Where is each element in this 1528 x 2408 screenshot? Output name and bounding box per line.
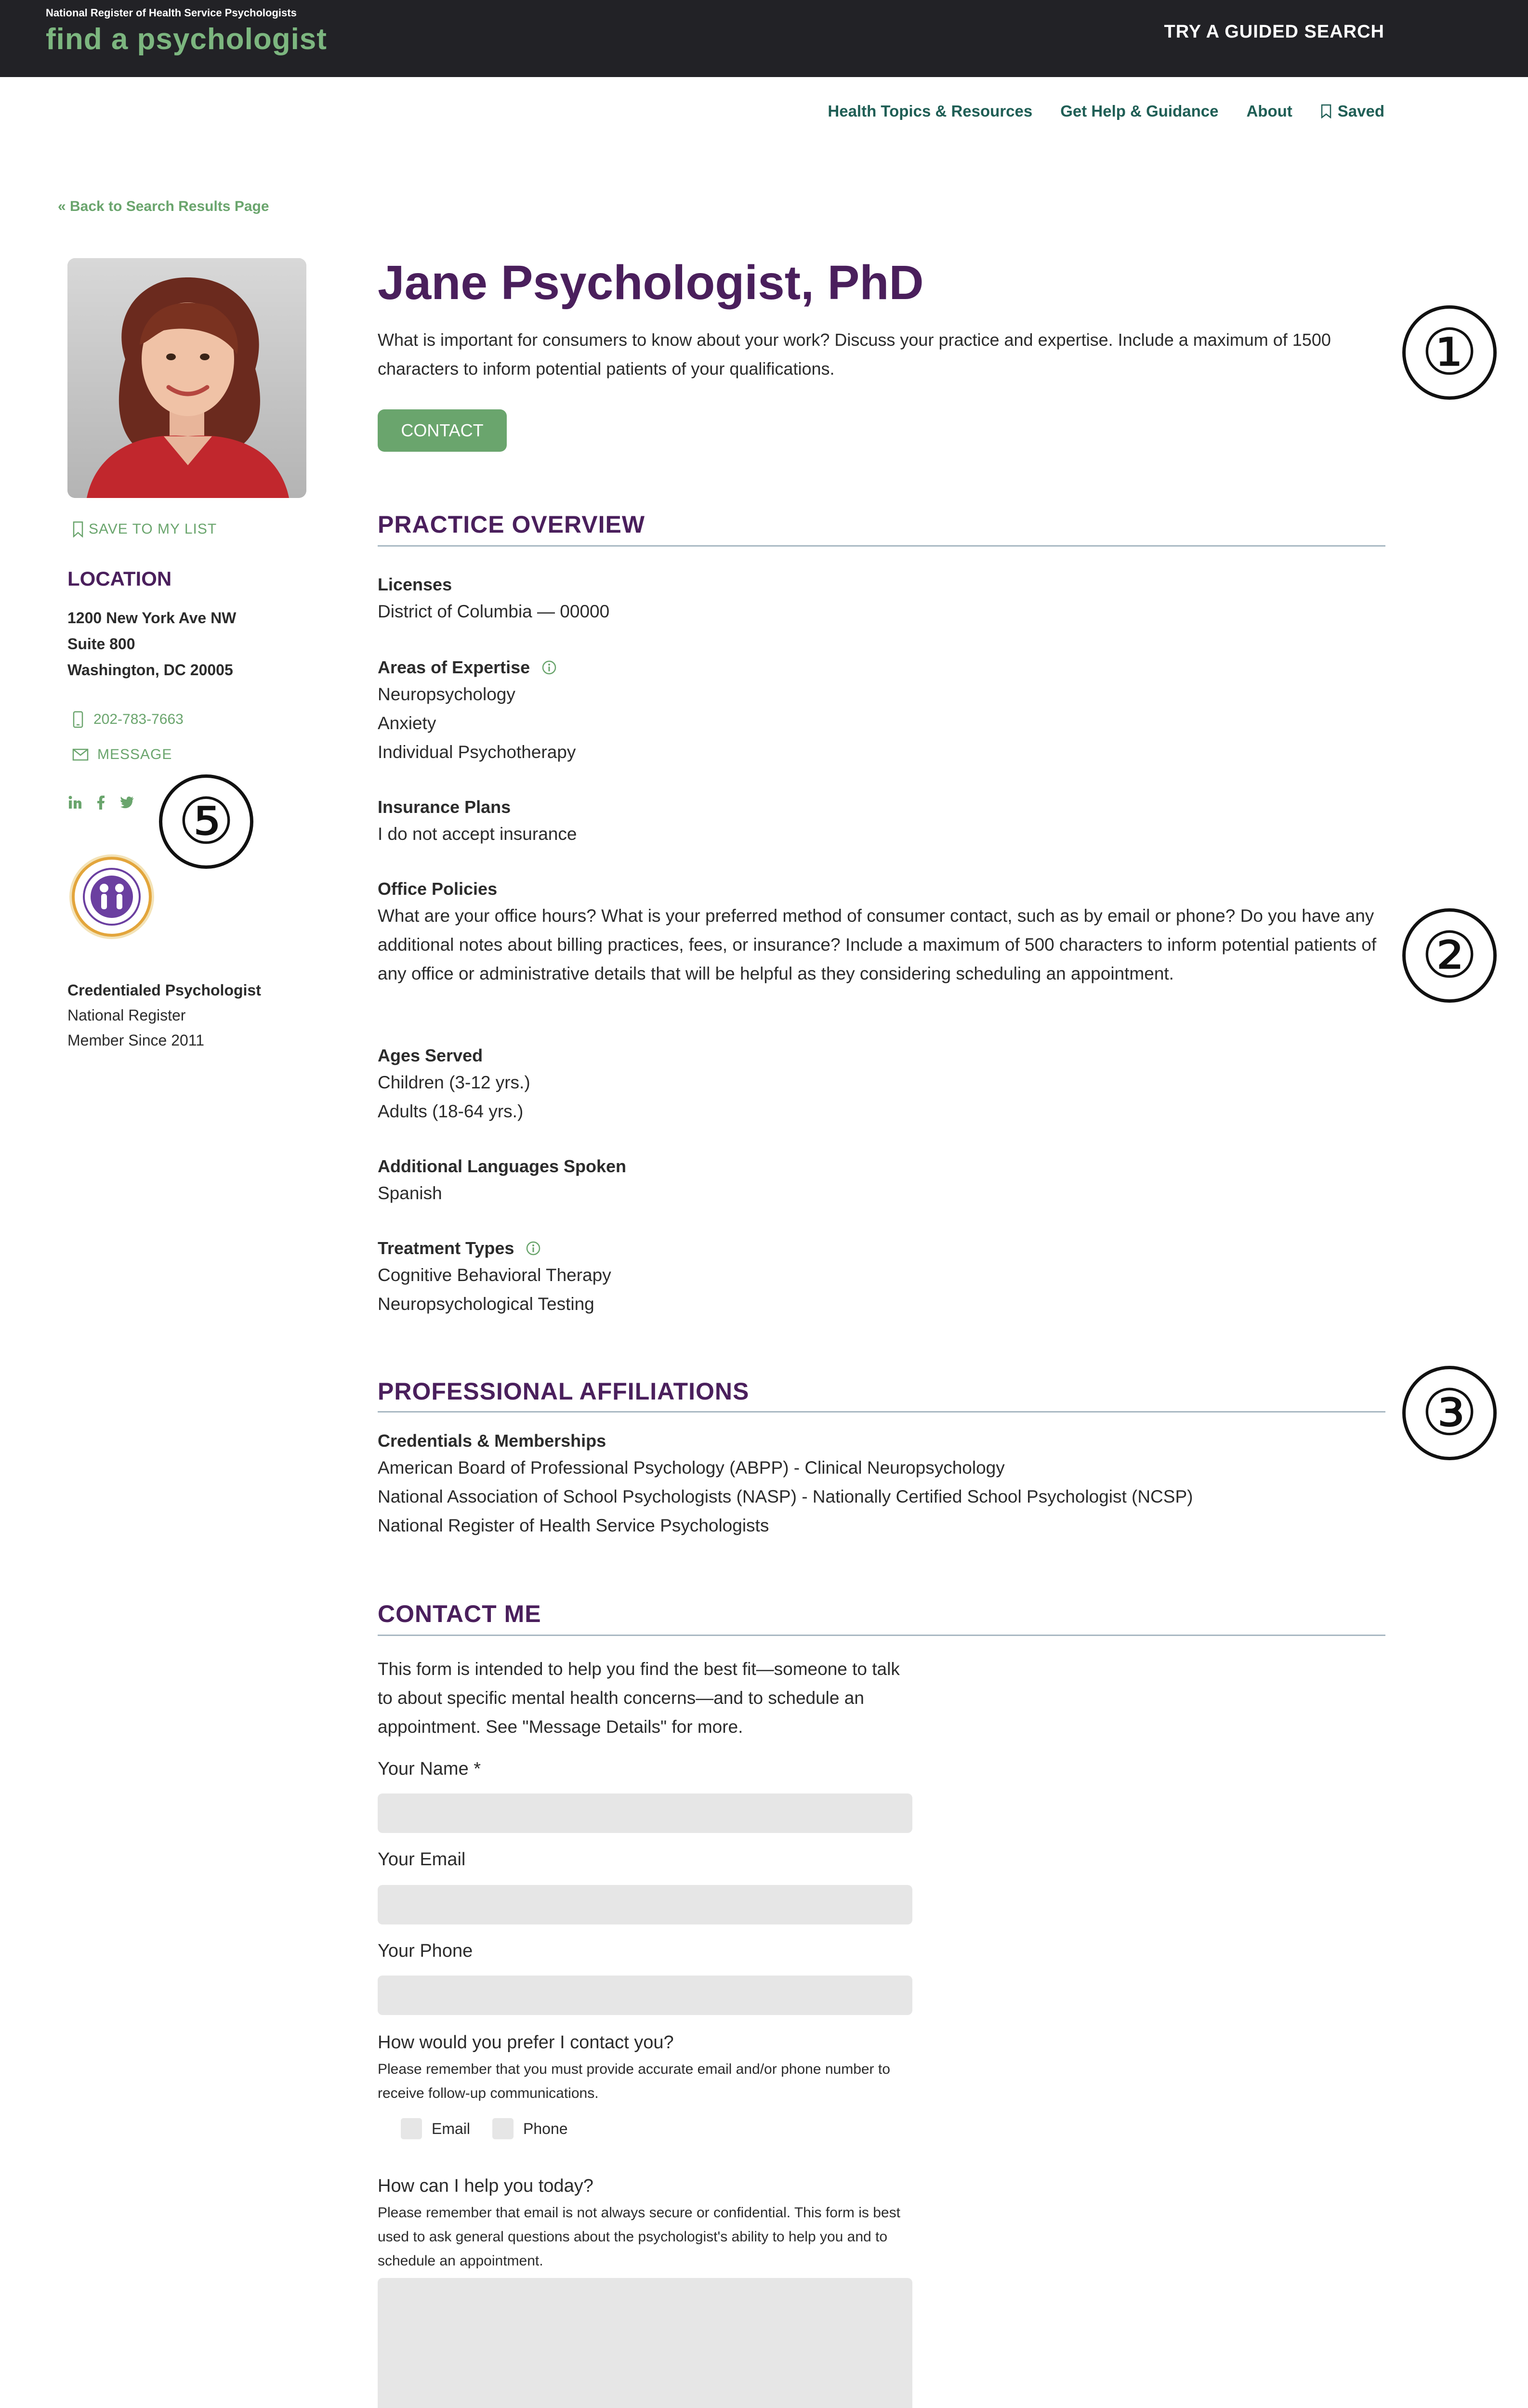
languages-label: Additional Languages Spoken	[378, 1156, 627, 1176]
info-icon[interactable]	[526, 1241, 541, 1256]
office-policies-value: What are your office hours? What is your preferred method of consumer contact, such as by email or phone? Do you have any additional notes about billing practices, fees, or insurance? Include a maximum of 500 characters to inform potential patients of any office or administrative details that will be helpful as they considering scheduling an appointment.	[378, 906, 1377, 983]
email-checkbox[interactable]	[401, 2118, 422, 2139]
nav-health-topics[interactable]: Health Topics & Resources	[828, 102, 1033, 120]
brand-logo-link[interactable]: find a psychologist	[46, 23, 327, 56]
phone-option[interactable]	[492, 2118, 568, 2139]
top-bar	[0, 0, 1528, 77]
guided-search-link[interactable]: TRY A GUIDED SEARCH	[1164, 22, 1384, 42]
address-line: 1200 New York Ave NW	[67, 609, 237, 627]
message-textarea[interactable]	[378, 2278, 912, 2408]
address-line: Suite 800	[67, 635, 135, 653]
list-item: Cognitive Behavioral Therapy	[378, 1265, 611, 1285]
phone-label: Your Phone	[378, 1941, 473, 1961]
credential-org: National Register	[67, 1007, 186, 1024]
languages-block	[378, 1154, 1389, 1208]
address-line: Washington, DC 20005	[67, 661, 233, 679]
section-divider	[378, 1635, 1385, 1636]
nav-about[interactable]: About	[1246, 102, 1292, 120]
contact-heading: CONTACT ME	[378, 1600, 541, 1627]
email-label: Your Email	[378, 1849, 466, 1870]
location-heading: LOCATION	[67, 567, 172, 590]
brand-tagline: National Register of Health Service Psychologists	[46, 7, 297, 19]
save-to-list-button[interactable]	[72, 521, 217, 537]
help-label: How can I help you today?	[378, 2176, 593, 2196]
credential-since: Member Since 2011	[67, 1032, 204, 1049]
section-divider	[378, 1411, 1385, 1413]
insurance-label: Insurance Plans	[378, 797, 511, 817]
phone-icon	[72, 711, 84, 728]
areas-block	[378, 655, 1389, 767]
list-item: National Register of Health Service Psychologists	[378, 1516, 769, 1535]
twitter-icon[interactable]	[119, 795, 135, 810]
ages-label: Ages Served	[378, 1046, 483, 1065]
list-item: National Association of School Psychologists (NASP) - Nationally Certified School Psychologist (NCSP)	[378, 1487, 1193, 1506]
message-link[interactable]	[72, 746, 172, 763]
annotation-marker: ⑤	[159, 774, 253, 869]
nav-saved-label: Saved	[1337, 102, 1384, 120]
annotation-marker: ①	[1402, 305, 1497, 400]
nav-get-help[interactable]: Get Help & Guidance	[1060, 102, 1219, 120]
treatment-block	[378, 1236, 1389, 1319]
list-item: American Board of Professional Psychology (ABPP) - Clinical Neuropsychology	[378, 1458, 1005, 1478]
facebook-icon[interactable]	[93, 795, 109, 810]
ages-block	[378, 1043, 1389, 1126]
contact-intro: This form is intended to help you find the best fit—someone to talk to about specific mental health concerns—and to schedule an appointment. See "Message Details" for more.	[378, 1659, 900, 1737]
nav-saved[interactable]	[1320, 102, 1384, 120]
annotation-marker: ②	[1402, 908, 1497, 1003]
email-option[interactable]	[401, 2118, 470, 2139]
profile-intro: What is important for consumers to know about your work? Discuss your practice and expertise. Include a maximum of 1500 characters to inform potential patients of your qualifications.	[378, 330, 1331, 379]
main-nav	[828, 102, 1384, 120]
email-option-label: Email	[432, 2120, 471, 2137]
bookmark-icon	[72, 521, 84, 537]
section-divider	[378, 545, 1385, 547]
phone-link[interactable]	[72, 711, 184, 728]
licenses-value: District of Columbia — 00000	[378, 602, 610, 621]
phone-checkbox[interactable]	[492, 2118, 514, 2139]
profile-photo	[67, 258, 306, 498]
list-item: Anxiety	[378, 713, 436, 733]
name-input[interactable]	[378, 1793, 912, 1833]
prefer-contact-label: How would you prefer I contact you?	[378, 2032, 674, 2053]
page-title: Jane Psychologist, PhD	[378, 256, 924, 310]
office-policies-label: Office Policies	[378, 879, 498, 899]
licenses-block	[378, 572, 1389, 626]
areas-label-row	[378, 655, 1389, 680]
prefer-contact-note: Please remember that you must provide accurate email and/or phone number to receive follow-up communications.	[378, 2061, 890, 2101]
social-links	[67, 795, 135, 810]
annotation-marker: ③	[1402, 1366, 1497, 1460]
treatment-label: Treatment Types	[378, 1238, 514, 1258]
treatment-label-row	[378, 1236, 1389, 1261]
office-policies-block	[378, 877, 1389, 988]
linkedin-icon[interactable]	[67, 795, 83, 810]
list-item: Neuropsychological Testing	[378, 1294, 594, 1314]
practice-overview-heading: PRACTICE OVERVIEW	[378, 511, 645, 538]
licenses-label: Licenses	[378, 575, 452, 594]
name-label: Your Name *	[378, 1759, 481, 1779]
bookmark-icon	[1320, 104, 1332, 118]
phone-number: 202-783-7663	[93, 711, 184, 727]
affiliations-label: Credentials & Memberships	[378, 1431, 606, 1451]
back-to-results-link[interactable]: « Back to Search Results Page	[58, 198, 269, 214]
insurance-block	[378, 795, 1389, 849]
list-item: Adults (18-64 yrs.)	[378, 1101, 524, 1121]
credential-seal	[67, 852, 156, 941]
phone-option-label: Phone	[523, 2120, 568, 2137]
save-to-list-label: SAVE TO MY LIST	[89, 521, 217, 537]
info-icon[interactable]	[541, 660, 557, 675]
list-item: Children (3-12 yrs.)	[378, 1073, 530, 1092]
contact-button[interactable]: CONTACT	[378, 409, 507, 452]
insurance-value: I do not accept insurance	[378, 824, 577, 844]
credential-block	[67, 978, 261, 1053]
list-item: Neuropsychology	[378, 684, 515, 704]
languages-value: Spanish	[378, 1183, 442, 1203]
areas-label: Areas of Expertise	[378, 657, 530, 677]
affiliations-heading: PROFESSIONAL AFFILIATIONS	[378, 1378, 750, 1405]
phone-input[interactable]	[378, 1976, 912, 2015]
help-note: Please remember that email is not always secure or confidential. This form is best used to ask general questions about the psychologist's ability to help you and to schedule an appointment.	[378, 2205, 900, 2269]
affiliations-block	[378, 1428, 1389, 1540]
message-label: MESSAGE	[97, 746, 172, 762]
list-item: Individual Psychotherapy	[378, 742, 576, 762]
credential-title: Credentialed Psychologist	[67, 982, 261, 999]
address-block	[67, 605, 236, 683]
email-input[interactable]	[378, 1885, 912, 1924]
envelope-icon	[72, 748, 89, 761]
